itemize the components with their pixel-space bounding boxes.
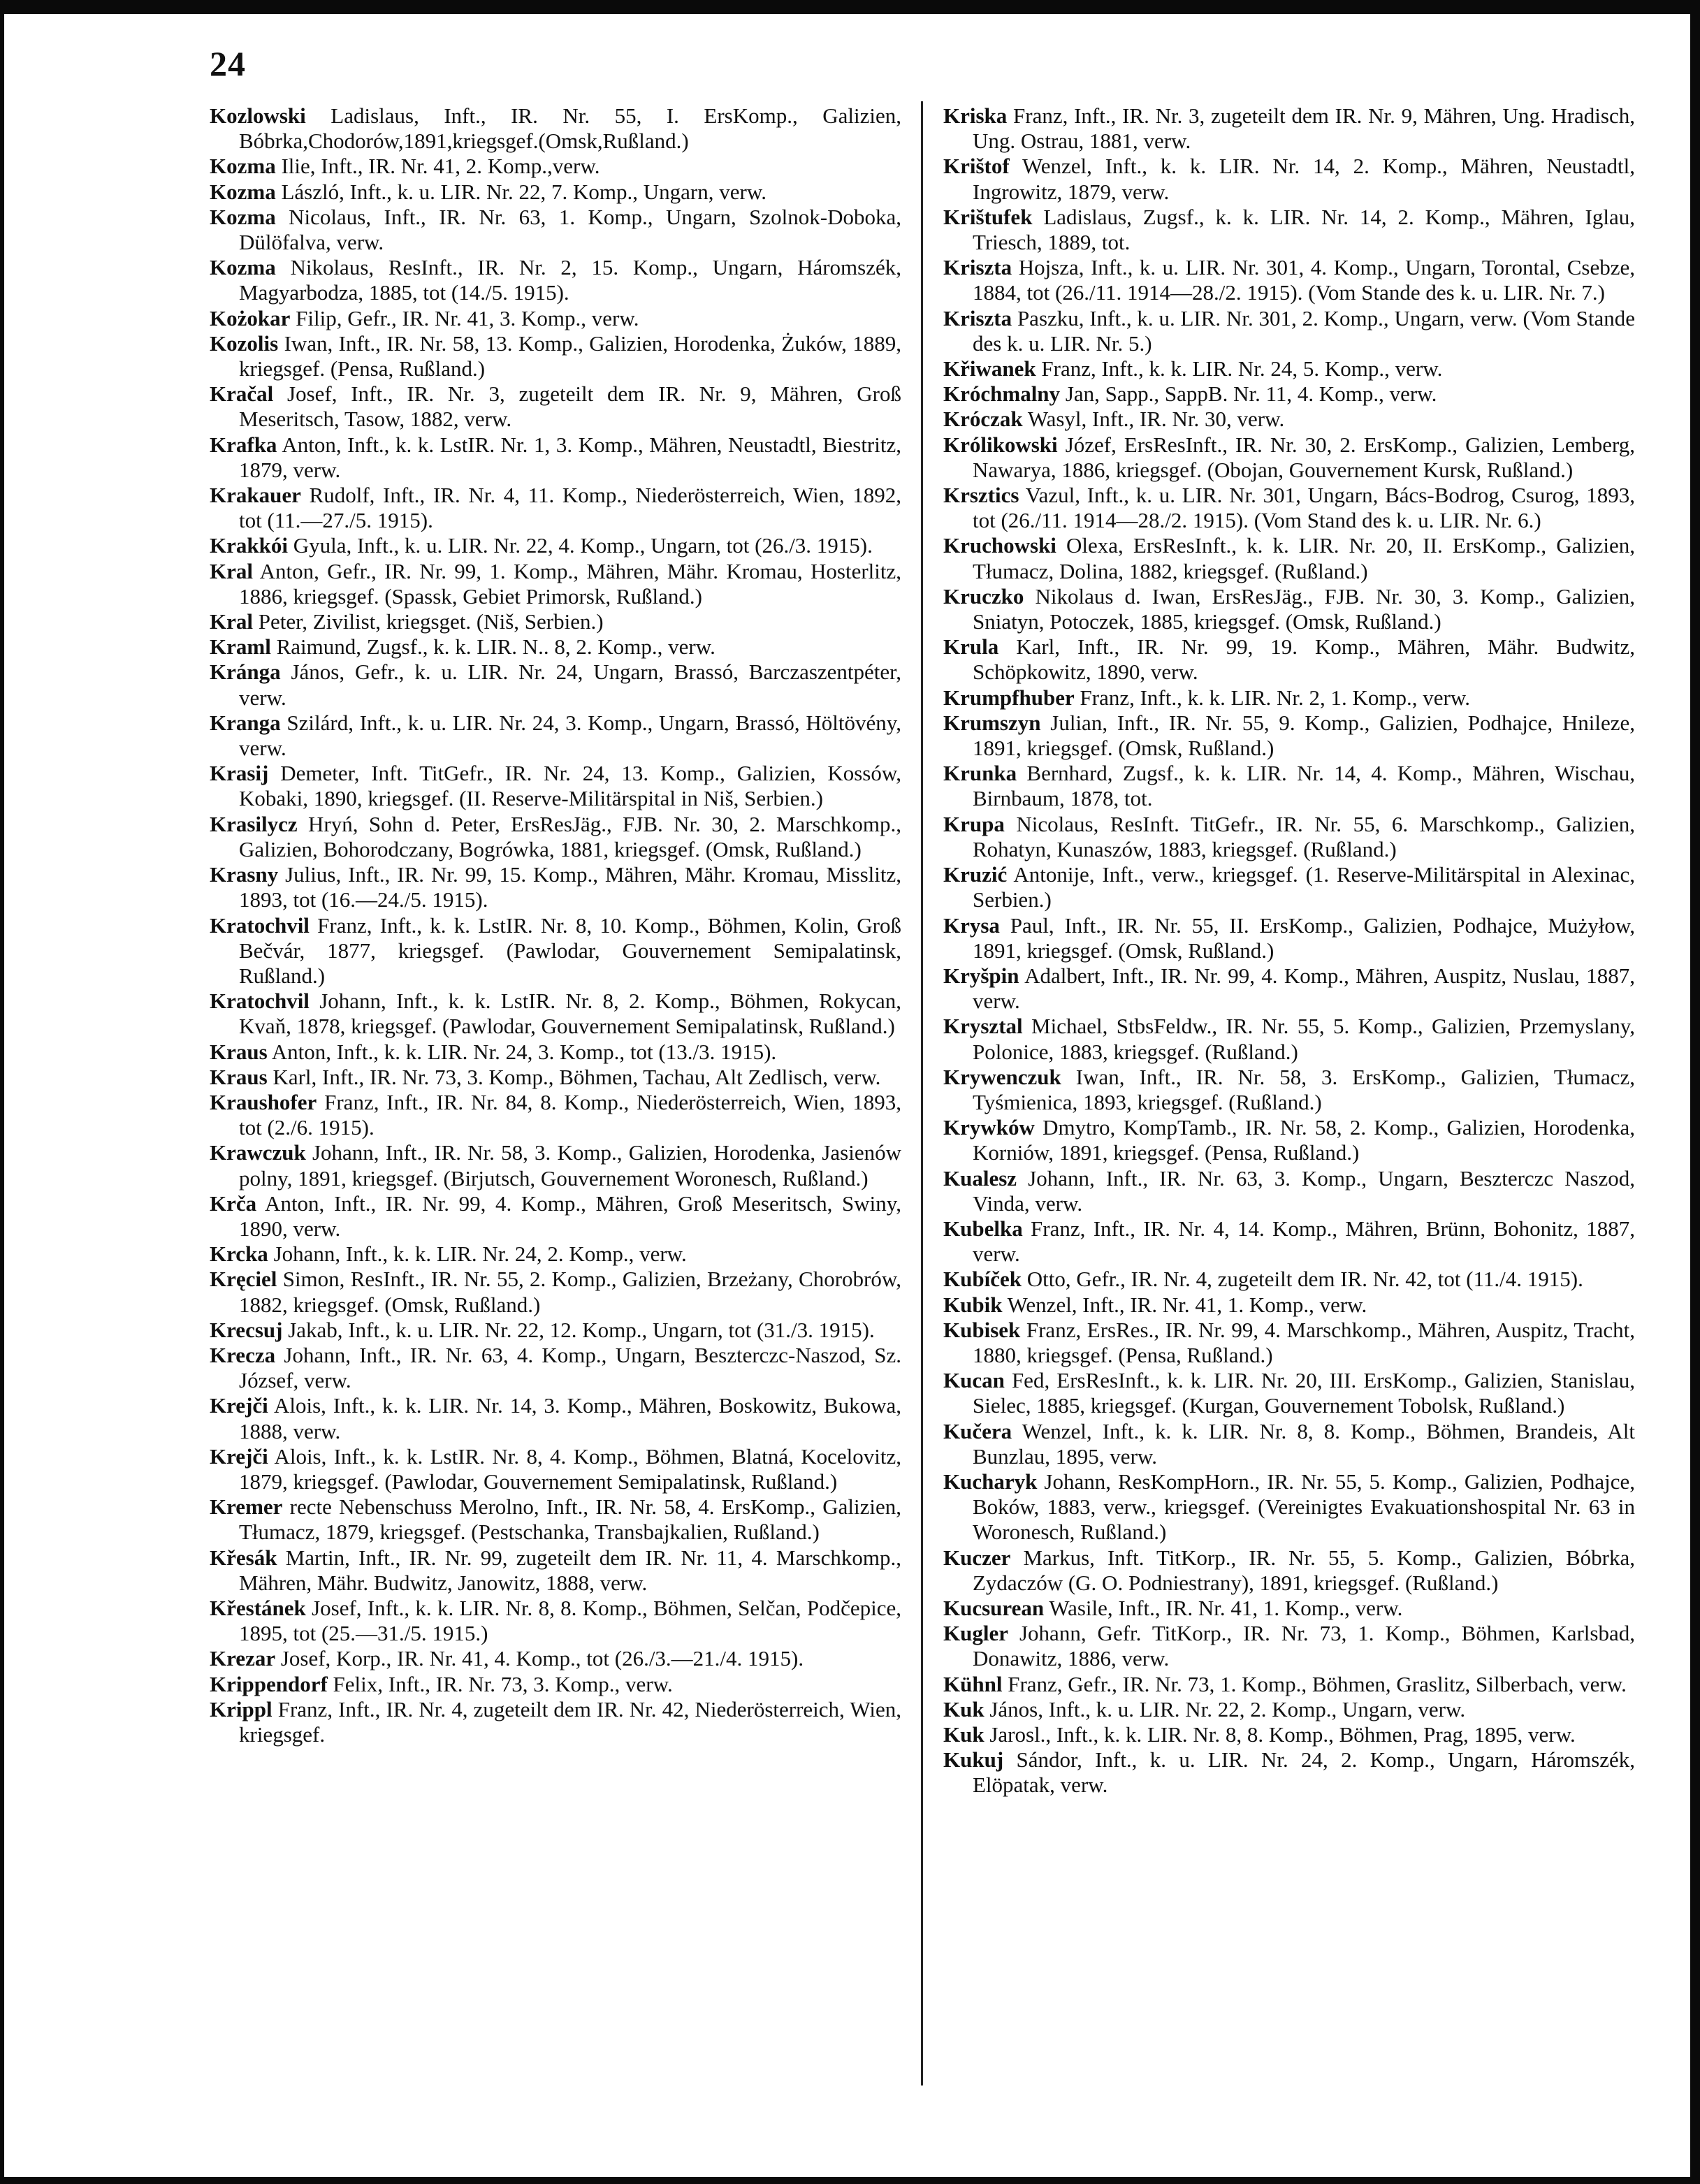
entry-details: Franz, ErsRes., IR. Nr. 99, 4. Marschkomp., Mähren, Auspitz, Tracht, 1880, kriegsgef. (Pensa, Rußland.) — [973, 1317, 1635, 1367]
register-entry — [943, 1368, 1635, 1418]
register-entry — [210, 1596, 901, 1646]
entry-surname: Kremer — [210, 1494, 283, 1520]
register-entry — [210, 1040, 901, 1065]
right-column — [943, 103, 1635, 1798]
entry-surname: Krunka — [943, 761, 1017, 786]
register-entry — [943, 356, 1635, 381]
register-entry — [943, 1722, 1635, 1747]
register-entry — [210, 154, 901, 179]
register-entry — [943, 1293, 1635, 1318]
register-entry — [943, 812, 1635, 862]
entry-details: János, Gefr., k. u. LIR. Nr. 24, Ungarn, Brassó, Barczaszentpéter, verw. — [239, 660, 901, 710]
entry-surname: Kozma — [210, 204, 276, 229]
register-entry — [210, 1444, 901, 1494]
entry-surname: Kriszta — [943, 255, 1012, 280]
entry-details: Nicolaus, Inft., IR. Nr. 63, 1. Komp., Ungarn, Szolnok-Doboka, Dülöfalva, verw. — [239, 204, 901, 255]
entry-details: Raimund, Zugsf., k. k. LIR. N.. 8, 2. Komp., verw. — [270, 634, 715, 660]
entry-details: recte Nebenschuss Merolno, Inft., IR. Nr. 58, 4. ErsKomp., Galizien, Tłumacz, 1879, kriegsgef. (Pestschanka, Transbajkalien, Rußland.) — [239, 1494, 901, 1545]
entry-details: Anton, Inft., IR. Nr. 99, 4. Komp., Mähren, Groß Meseritsch, Swiny, 1890, verw. — [239, 1191, 901, 1241]
entry-details: Martin, Inft., IR. Nr. 99, zugeteilt dem IR. Nr. 11, 4. Marschkomp., Mähren, Mähr. Budwitz, Janowitz, 1888, verw. — [239, 1545, 901, 1595]
entry-details: Josef, Korp., IR. Nr. 41, 4. Komp., tot (26./3.—21./4. 1915). — [275, 1646, 804, 1671]
register-entry — [943, 1621, 1635, 1671]
entry-surname: Krumszyn — [943, 710, 1041, 735]
entry-surname: Kozlowski — [210, 103, 306, 128]
register-entry — [943, 103, 1635, 154]
register-entry — [210, 913, 901, 989]
entry-details: Franz, Inft., k. k. LIR. Nr. 24, 5. Komp., verw. — [1036, 356, 1443, 381]
entry-details: Franz, Inft., k. k. LIR. Nr. 2, 1. Komp., verw. — [1074, 685, 1470, 710]
register-entry — [210, 609, 901, 634]
entry-details: Antonije, Inft., verw., kriegsgef. (1. Reserve-Militärspital in Alexinac, Serbien.) — [973, 862, 1635, 912]
entry-surname: Krcka — [210, 1242, 268, 1267]
entry-surname: Krywków — [943, 1115, 1035, 1140]
register-entry — [210, 559, 901, 609]
entry-surname: Kránga — [210, 660, 281, 685]
entry-details: Johann, Gefr. TitKorp., IR. Nr. 73, 1. Komp., Böhmen, Karlsbad, Donawitz, 1886, verw. — [973, 1621, 1635, 1671]
register-entry — [210, 205, 901, 255]
entry-surname: Krejči — [210, 1393, 268, 1418]
register-entry — [210, 1393, 901, 1443]
register-entry — [943, 862, 1635, 912]
entry-details: Rudolf, Inft., IR. Nr. 4, 11. Komp., Niederösterreich, Wien, 1892, tot (11.—27./5. 1915). — [239, 483, 901, 533]
entry-surname: Kral — [210, 609, 253, 634]
entry-surname: Kubisek — [943, 1317, 1021, 1342]
entry-details: Franz, Inft., IR. Nr. 4, zugeteilt dem IR. Nr. 42, Niederösterreich, Wien, kriegsgef. — [239, 1696, 901, 1747]
entry-surname: Kraml — [210, 634, 271, 660]
left-column — [210, 103, 901, 1747]
register-entry — [210, 1545, 901, 1596]
register-entry — [943, 1419, 1635, 1469]
entry-surname: Kriszta — [943, 305, 1012, 330]
register-entry — [943, 685, 1635, 711]
entry-details: Nikolaus, ResInft., IR. Nr. 2, 15. Komp., Ungarn, Háromszék, Magyarbodza, 1885, tot (14./5. 1915). — [239, 255, 901, 305]
entry-details: Ladislaus, Zugsf., k. k. LIR. Nr. 14, 2. Komp., Mähren, Iglau, Triesch, 1889, tot. — [973, 204, 1635, 255]
entry-surname: Kuczer — [943, 1545, 1011, 1570]
register-entry — [210, 306, 901, 331]
entry-surname: Krakkói — [210, 533, 288, 558]
entry-details: László, Inft., k. u. LIR. Nr. 22, 7. Komp., Ungarn, verw. — [275, 179, 767, 204]
entry-surname: Króchmalny — [943, 381, 1061, 407]
register-entry — [210, 1191, 901, 1242]
register-entry — [210, 1646, 901, 1671]
register-entry — [210, 432, 901, 483]
entry-details: Dmytro, KompTamb., IR. Nr. 58, 2. Komp., Galizien, Horodenka, Korniów, 1891, kriegsgef. (Pensa, Rußland.) — [973, 1115, 1635, 1165]
register-entry — [943, 1267, 1635, 1292]
register-entry — [943, 154, 1635, 204]
entry-details: Wenzel, Inft., IR. Nr. 41, 1. Komp., verw. — [1002, 1292, 1367, 1317]
register-entry — [943, 432, 1635, 483]
entry-details: Johann, Inft., IR. Nr. 63, 3. Komp., Ungarn, Beszterczc Naszod, Vinda, verw. — [973, 1165, 1635, 1216]
entry-details: Wenzel, Inft., k. k. LIR. Nr. 8, 8. Komp., Böhmen, Brandeis, Alt Bunzlau, 1895, verw. — [973, 1418, 1635, 1469]
entry-details: Karl, Inft., IR. Nr. 73, 3. Komp., Böhmen, Tachau, Alt Zedlisch, verw. — [267, 1064, 881, 1089]
entry-surname: Kozolis — [210, 330, 279, 356]
entry-details: Franz, Gefr., IR. Nr. 73, 1. Komp., Böhmen, Graslitz, Silberbach, verw. — [1002, 1671, 1627, 1696]
entry-details: János, Inft., k. u. LIR. Nr. 22, 2. Komp., Ungarn, verw. — [984, 1696, 1466, 1721]
entry-surname: Krippendorf — [210, 1671, 328, 1696]
entry-surname: Krasny — [210, 862, 279, 887]
register-entry — [210, 1672, 901, 1697]
entry-surname: Kriska — [943, 103, 1008, 128]
register-entry — [943, 1596, 1635, 1621]
register-entry — [210, 1140, 901, 1191]
register-entry — [943, 1672, 1635, 1697]
entry-details: Franz, Inft., k. k. LstIR. Nr. 8, 10. Komp., Böhmen, Kolin, Groß Bečvár, 1877, kriegsgef. (Pawlodar, Gouvernement Semipalatinsk, Rußland.) — [239, 912, 901, 988]
entry-details: Hryń, Sohn d. Peter, ErsResJäg., FJB. Nr. 30, 2. Marschkomp., Galizien, Bohorodczany, Bogrówka, 1881, kriegsgef. (Omsk, Rußland.) — [239, 811, 901, 861]
entry-surname: Krezar — [210, 1646, 276, 1671]
entry-surname: Króczak — [943, 407, 1023, 432]
entry-surname: Krawczuk — [210, 1140, 306, 1165]
entry-details: Olexa, ErsResInft., k. k. LIR. Nr. 20, II. ErsKomp., Galizien, Tłumacz, Dolina, 1882, kriegsgef. (Rußland.) — [973, 533, 1635, 583]
entry-surname: Kraus — [210, 1039, 268, 1064]
entry-details: Julian, Inft., IR. Nr. 55, 9. Komp., Galizien, Podhajce, Hnileze, 1891, kriegsgef. (Omsk, Rußland.) — [973, 710, 1635, 761]
entry-surname: Królikowski — [943, 432, 1058, 457]
entry-surname: Kratochvil — [210, 912, 310, 938]
register-entry — [943, 963, 1635, 1014]
entry-surname: Kratochvil — [210, 989, 310, 1014]
entry-details: Franz, Inft., IR. Nr. 4, 14. Komp., Mähren, Brünn, Bohonitz, 1887, verw. — [973, 1216, 1635, 1267]
register-entry — [943, 1014, 1635, 1064]
entry-details: Fed, ErsResInft., k. k. LIR. Nr. 20, III. ErsKomp., Galizien, Stanislau, Sielec, 1885, kriegsgef. (Kurgan, Gouvernement Tobolsk, Rußland.) — [973, 1368, 1635, 1418]
entry-details: Josef, Inft., IR. Nr. 3, zugeteilt dem IR. Nr. 9, Mähren, Groß Meseritsch, Tasow, 1882, verw. — [239, 381, 901, 432]
register-entry — [210, 180, 901, 205]
entry-details: Józef, ErsResInft., IR. Nr. 30, 2. ErsKomp., Galizien, Lemberg, Nawarya, 1886, kriegsgef. (Obojan, Gouvernement Kursk, Rußland.) — [973, 432, 1635, 482]
entry-surname: Krysa — [943, 912, 1000, 938]
entry-surname: Kozma — [210, 154, 276, 179]
entry-details: Johann, Inft., IR. Nr. 58, 3. Komp., Galizien, Horodenka, Jasienów polny, 1891, kriegsgef. (Birjutsch, Gouvernement Woronesch, Rußland.) — [239, 1140, 901, 1191]
entry-details: Filip, Gefr., IR. Nr. 41, 3. Komp., verw. — [290, 305, 639, 330]
entry-surname: Kryšpin — [943, 963, 1019, 988]
entry-surname: Kruczko — [943, 583, 1024, 609]
entry-details: Wasyl, Inft., IR. Nr. 30, verw. — [1022, 407, 1285, 432]
entry-details: Johann, Inft., k. k. LstIR. Nr. 8, 2. Komp., Böhmen, Rokycan, Kvaň, 1878, kriegsgef. (Pawlodar, Gouvernement Semipalatinsk, Rußland.) — [239, 989, 901, 1039]
entry-details: Johann, Inft., k. k. LIR. Nr. 24, 2. Komp., verw. — [268, 1242, 687, 1267]
entry-details: Nicolaus, ResInft. TitGefr., IR. Nr. 55, 6. Marschkomp., Galizien, Rohatyn, Kunaszów, 1883, kriegsgef. (Rußland.) — [973, 811, 1635, 861]
register-entry — [210, 1267, 901, 1317]
entry-surname: Kruzić — [943, 862, 1008, 887]
register-entry — [943, 1545, 1635, 1596]
entry-details: Demeter, Inft. TitGefr., IR. Nr. 24, 13. Komp., Galizien, Kossów, Kobaki, 1890, kriegsgef. (II. Reserve-Militärspital in Niš, Serbien.) — [239, 761, 901, 811]
entry-details: Franz, Inft., IR. Nr. 84, 8. Komp., Niederösterreich, Wien, 1893, tot (2./6. 1915). — [239, 1089, 901, 1140]
entry-surname: Kraushofer — [210, 1089, 317, 1114]
register-entry — [943, 761, 1635, 811]
entry-details: Felix, Inft., IR. Nr. 73, 3. Komp., verw. — [327, 1671, 673, 1696]
register-entry — [210, 1494, 901, 1545]
register-entry — [210, 331, 901, 381]
entry-details: Bernhard, Zugsf., k. k. LIR. Nr. 14, 4. Komp., Mähren, Wischau, Birnbaum, 1878, tot. — [973, 761, 1635, 811]
entry-surname: Krumpfhuber — [943, 685, 1075, 710]
entry-surname: Kualesz — [943, 1165, 1017, 1191]
register-entry — [943, 913, 1635, 963]
entry-surname: Kozma — [210, 179, 276, 204]
register-entry — [943, 306, 1635, 356]
entry-surname: Krsztics — [943, 483, 1019, 508]
column-divider — [921, 101, 923, 2085]
entry-surname: Kračal — [210, 381, 274, 407]
entry-surname: Křesák — [210, 1545, 277, 1570]
entry-surname: Kraus — [210, 1064, 268, 1089]
register-entry — [210, 1697, 901, 1747]
entry-details: Hojsza, Inft., k. u. LIR. Nr. 301, 4. Komp., Ungarn, Torontal, Csebze, 1884, tot (26./11. 1914—28./2. 1915). (Vom Stande des k. u. LIR. Nr. 7.) — [973, 255, 1635, 305]
entry-details: Szilárd, Inft., k. u. LIR. Nr. 24, 3. Komp., Ungarn, Brassó, Höltövény, verw. — [239, 710, 901, 761]
entry-details: Alois, Inft., k. k. LstIR. Nr. 8, 4. Komp., Böhmen, Blatná, Kocelovitz, 1879, kriegsgef. (Pawlodar, Gouvernement Semipalatinsk, Rußland.) — [239, 1443, 901, 1494]
register-entry — [210, 381, 901, 432]
entry-surname: Kucan — [943, 1368, 1005, 1393]
register-entry — [943, 1697, 1635, 1722]
register-entry — [210, 862, 901, 912]
entry-details: Ilie, Inft., IR. Nr. 41, 2. Komp.,verw. — [275, 154, 600, 179]
register-entry — [210, 1090, 901, 1140]
entry-surname: Krasij — [210, 761, 269, 786]
entry-surname: Krula — [943, 634, 999, 660]
register-entry — [943, 584, 1635, 634]
entry-surname: Kubelka — [943, 1216, 1023, 1241]
entry-surname: Krejči — [210, 1443, 268, 1469]
entry-details: Wasile, Inft., IR. Nr. 41, 1. Komp., verw. — [1044, 1595, 1403, 1620]
entry-details: Wenzel, Inft., k. k. LIR. Nr. 14, 2. Komp., Mähren, Neustadtl, Ingrowitz, 1879, verw. — [973, 154, 1635, 204]
entry-details: Adalbert, Inft., IR. Nr. 99, 4. Komp., Mähren, Auspitz, Nuslau, 1887, verw. — [973, 963, 1635, 1014]
register-entry — [943, 407, 1635, 432]
register-entry — [210, 761, 901, 811]
entry-surname: Kręciel — [210, 1267, 277, 1292]
register-entry — [210, 660, 901, 710]
register-entry — [210, 711, 901, 761]
entry-details: Anton, Inft., k. k. LstIR. Nr. 1, 3. Komp., Mähren, Neustadtl, Biestritz, 1879, verw. — [239, 432, 901, 482]
register-entry — [210, 255, 901, 305]
entry-details: Anton, Inft., k. k. LIR. Nr. 24, 3. Komp., tot (13./3. 1915). — [267, 1039, 777, 1064]
register-entry — [943, 1065, 1635, 1115]
register-entry — [943, 1747, 1635, 1798]
register-entry — [943, 205, 1635, 255]
register-entry — [943, 711, 1635, 761]
entry-surname: Krippl — [210, 1696, 273, 1721]
register-entry — [210, 989, 901, 1039]
register-entry — [943, 483, 1635, 533]
entry-details: Johann, Inft., IR. Nr. 63, 4. Komp., Ungarn, Beszterczc-Naszod, Sz. József, verw. — [239, 1342, 901, 1393]
entry-surname: Krafka — [210, 432, 277, 457]
register-entry — [943, 1166, 1635, 1216]
entry-details: Markus, Inft. TitKorp., IR. Nr. 55, 5. Komp., Galizien, Bóbrka, Zydaczów (G. O. Podniestrany), 1891, kriegsgef. (Rußland.) — [973, 1545, 1635, 1595]
register-entry — [943, 634, 1635, 685]
page-number: 24 — [210, 44, 246, 83]
register-entry — [943, 533, 1635, 583]
entry-surname: Kuk — [943, 1696, 985, 1721]
entry-surname: Kranga — [210, 710, 281, 735]
entry-details: Gyula, Inft., k. u. LIR. Nr. 22, 4. Komp., Ungarn, tot (26./3. 1915). — [287, 533, 873, 558]
register-entry — [210, 533, 901, 558]
entry-details: Nikolaus d. Iwan, ErsResJäg., FJB. Nr. 30, 3. Komp., Galizien, Sniatyn, Potoczek, 1885, kriegsgef. (Omsk, Rußland.) — [973, 583, 1635, 634]
entry-details: Franz, Inft., IR. Nr. 3, zugeteilt dem IR. Nr. 9, Mähren, Ung. Hradisch, Ung. Ostrau, 1881, verw. — [973, 103, 1635, 154]
entry-surname: Krecsuj — [210, 1317, 283, 1342]
entry-surname: Kruchowski — [943, 533, 1056, 558]
entry-surname: Krištufek — [943, 204, 1033, 229]
entry-surname: Krasilycz — [210, 811, 298, 836]
entry-details: Michael, StbsFeldw., IR. Nr. 55, 5. Komp., Galizien, Przemyslany, Polonice, 1883, kriegsgef. (Rußland.) — [973, 1014, 1635, 1064]
entry-surname: Kuk — [943, 1722, 985, 1747]
entry-details: Jakab, Inft., k. u. LIR. Nr. 22, 12. Komp., Ungarn, tot (31./3. 1915). — [282, 1317, 875, 1342]
entry-details: Julius, Inft., IR. Nr. 99, 15. Komp., Mähren, Mähr. Kromau, Misslitz, 1893, tot (16.—24./5. 1915). — [239, 862, 901, 912]
entry-details: Iwan, Inft., IR. Nr. 58, 13. Komp., Galizien, Horodenka, Żuków, 1889, kriegsgef. (Pensa, Rußland.) — [239, 330, 901, 381]
register-entry — [943, 1115, 1635, 1165]
register-entry — [210, 1343, 901, 1393]
register-entry — [210, 1065, 901, 1090]
register-entry — [943, 255, 1635, 305]
entry-surname: Krywenczuk — [943, 1064, 1061, 1089]
register-entry — [943, 1469, 1635, 1545]
register-entry — [943, 1216, 1635, 1267]
entry-surname: Krupa — [943, 811, 1005, 836]
entry-surname: Křiwanek — [943, 356, 1036, 381]
entry-details: Karl, Inft., IR. Nr. 99, 19. Komp., Mähren, Mähr. Budwitz, Schöpkowitz, 1890, verw. — [973, 634, 1635, 685]
entry-details: Simon, ResInft., IR. Nr. 55, 2. Komp., Galizien, Brzeżany, Chorobrów, 1882, kriegsgef. (Omsk, Rußland.) — [239, 1267, 901, 1317]
entry-details: Anton, Gefr., IR. Nr. 99, 1. Komp., Mähren, Mähr. Kromau, Hosterlitz, 1886, kriegsgef. (Spassk, Gebiet Primorsk, Rußland.) — [239, 558, 901, 609]
entry-surname: Kucsurean — [943, 1595, 1045, 1620]
entry-details: Ladislaus, Inft., IR. Nr. 55, I. ErsKomp., Galizien, Bóbrka,Chodorów,1891,kriegsgef.(Omsk,Rußland.) — [239, 103, 901, 154]
register-entry — [210, 1318, 901, 1343]
entry-surname: Kubik — [943, 1292, 1003, 1317]
register-entry — [210, 812, 901, 862]
entry-surname: Kozma — [210, 255, 276, 280]
entry-surname: Kühnl — [943, 1671, 1003, 1696]
entry-surname: Kożokar — [210, 305, 291, 330]
register-entry — [210, 103, 901, 154]
entry-surname: Krecza — [210, 1342, 276, 1367]
entry-details: Paszku, Inft., k. u. LIR. Nr. 301, 2. Komp., Ungarn, verw. (Vom Stande des k. u. LIR. Nr. 5.) — [973, 305, 1635, 356]
register-entry — [210, 483, 901, 533]
entry-details: Peter, Zivilist, kriegsget. (Niš, Serbien.) — [253, 609, 604, 634]
entry-surname: Kucharyk — [943, 1469, 1038, 1494]
entry-surname: Krča — [210, 1191, 257, 1216]
entry-details: Jarosl., Inft., k. k. LIR. Nr. 8, 8. Komp., Böhmen, Prag, 1895, verw. — [984, 1722, 1576, 1747]
entry-details: Sándor, Inft., k. u. LIR. Nr. 24, 2. Komp., Ungarn, Háromszék, Elöpatak, verw. — [973, 1747, 1635, 1798]
entry-surname: Kugler — [943, 1621, 1008, 1646]
entry-details: Iwan, Inft., IR. Nr. 58, 3. ErsKomp., Galizien, Tłumacz, Tyśmienica, 1893, kriegsgef. (Rußland.) — [973, 1064, 1635, 1114]
entry-surname: Křestánek — [210, 1595, 306, 1620]
entry-details: Josef, Inft., k. k. LIR. Nr. 8, 8. Komp., Böhmen, Selčan, Podčepice, 1895, tot (25.—31./5. 1915.) — [239, 1595, 901, 1646]
entry-surname: Krysztal — [943, 1014, 1023, 1039]
entry-surname: Kučera — [943, 1418, 1012, 1443]
entry-details: Vazul, Inft., k. u. LIR. Nr. 301, Ungarn, Bács-Bodrog, Csurog, 1893, tot (26./11. 1914—28./2. 1915). (Vom Stand des k. u. LIR. Nr. 6.) — [973, 483, 1635, 533]
entry-details: Paul, Inft., IR. Nr. 55, II. ErsKomp., Galizien, Podhajce, Mużyłow, 1891, kriegsgef. (Omsk, Rußland.) — [973, 912, 1635, 963]
register-entry — [210, 1242, 901, 1267]
entry-surname: Kukuj — [943, 1747, 1004, 1772]
entry-surname: Krištof — [943, 154, 1010, 179]
register-entry — [943, 381, 1635, 407]
entry-surname: Kral — [210, 558, 253, 583]
entry-details: Jan, Sapp., SappB. Nr. 11, 4. Komp., verw. — [1060, 381, 1437, 407]
entry-surname: Kubíček — [943, 1267, 1022, 1292]
register-entry — [943, 1318, 1635, 1368]
entry-surname: Krakauer — [210, 483, 301, 508]
entry-details: Otto, Gefr., IR. Nr. 4, zugeteilt dem IR. Nr. 42, tot (11./4. 1915). — [1021, 1267, 1583, 1292]
register-entry — [210, 634, 901, 660]
entry-details: Johann, ResKompHorn., IR. Nr. 55, 5. Komp., Galizien, Podhajce, Boków, 1883, verw., kriegsgef. (Vereinigtes Evakuationshospital Nr. 63 in Woronesch, Rußland.) — [973, 1469, 1635, 1545]
entry-details: Alois, Inft., k. k. LIR. Nr. 14, 3. Komp., Mähren, Boskowitz, Bukowa, 1888, verw. — [239, 1393, 901, 1443]
